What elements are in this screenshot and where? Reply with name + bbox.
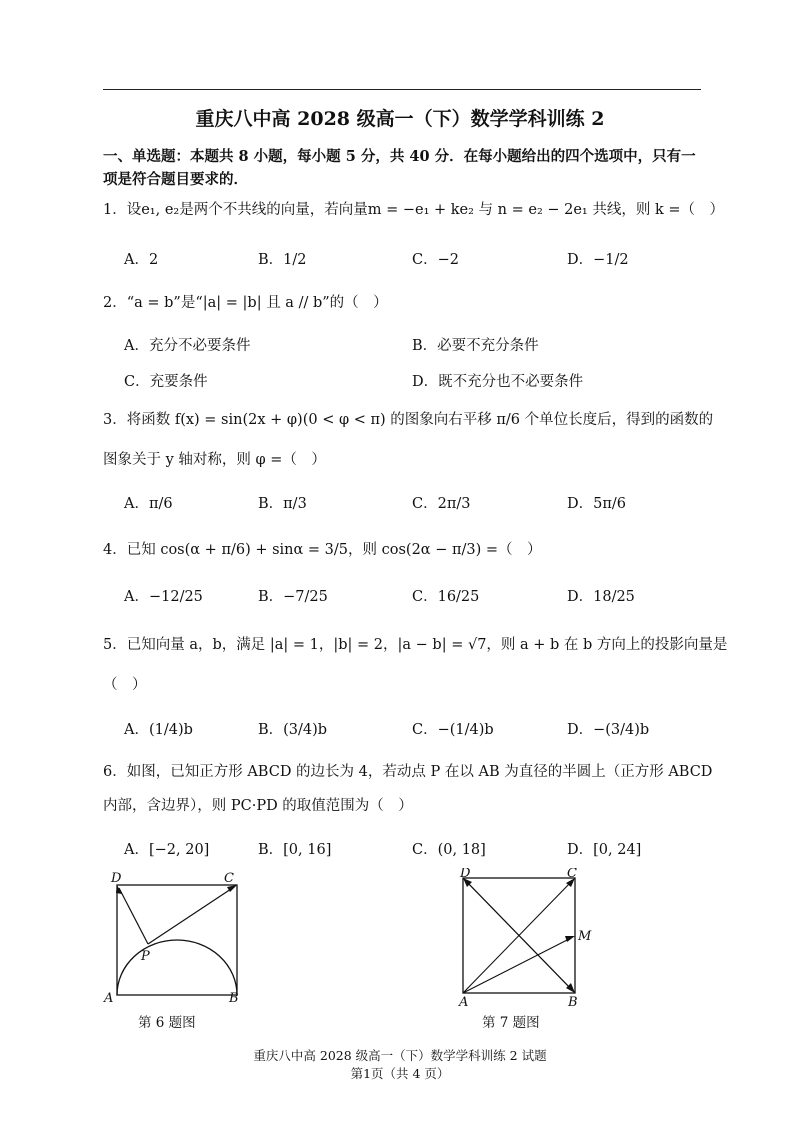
section-heading: 一、单选题：本题共 8 小题，每小题 5 分，共 40 分．在每小题给出的四个选项中，只有一项是符合题目要求的． bbox=[103, 148, 696, 188]
q2-option-b: B．必要不充分条件 bbox=[412, 338, 539, 354]
figure-6-caption: 第 6 题图 bbox=[138, 1015, 196, 1031]
q1-option-c: C．−2 bbox=[412, 252, 459, 268]
question-6-stem-line2: 内部，含边界），则 PC·PD 的取值范围为（ ） bbox=[103, 798, 413, 814]
q5-option-d: D．−(3/4)b bbox=[567, 722, 650, 738]
q1-option-a: A．2 bbox=[124, 252, 159, 268]
q2-option-c: C．充要条件 bbox=[124, 374, 208, 390]
figure-6-arrowhead-d bbox=[116, 885, 122, 894]
q6-option-d: D．[0, 24] bbox=[567, 842, 642, 858]
figure-7 bbox=[450, 868, 600, 1013]
question-5-stem-line1: 5．已知向量 a，b，满足 |a| = 1，|b| = 2，|a − b| = √7，则 a + b 在 b 方向上的投影向量是 bbox=[103, 637, 728, 653]
question-4-stem: 4．已知 cos(α + π/6) + sinα = 3/5，则 cos(2α − π/3) =（ ） bbox=[103, 542, 542, 558]
figure-6-label-d: D bbox=[111, 871, 122, 886]
q3-option-d: D．5π/6 bbox=[567, 496, 626, 512]
figure-7-label-c: C bbox=[567, 868, 577, 881]
figure-6-vector-pc bbox=[148, 887, 234, 944]
figure-6-vector-pd bbox=[119, 888, 148, 944]
figure-6-label-a: A bbox=[104, 991, 114, 1006]
q1-option-b: B．1/2 bbox=[258, 252, 307, 268]
q4-option-c: C．16/25 bbox=[412, 589, 480, 605]
figure-7-label-b: B bbox=[568, 995, 578, 1010]
figure-7-arrowhead-m bbox=[565, 936, 575, 942]
q3-option-b: B．π/3 bbox=[258, 496, 307, 512]
question-2-stem: 2．“a = b”是“|a| = |b| 且 a // b”的（ ） bbox=[103, 295, 388, 311]
q5-option-b: B．(3/4)b bbox=[258, 722, 328, 738]
figure-6-label-b: B bbox=[229, 991, 239, 1006]
question-6-stem-line1: 6．如图，已知正方形 ABCD 的边长为 4，若动点 P 在以 AB 为直径的半圆上（正方形 ABCD bbox=[103, 764, 713, 780]
q5-option-c: C．−(1/4)b bbox=[412, 722, 494, 738]
question-1-stem: 1．设e₁, e₂是两个不共线的向量，若向量m = −e₁ + ke₂ 与 n = e₂ − 2e₁ 共线，则 k =（ ） bbox=[103, 202, 725, 218]
header-rule bbox=[103, 89, 701, 90]
figure-7-label-d: D bbox=[460, 868, 471, 881]
q2-option-a: A．充分不必要条件 bbox=[124, 338, 251, 354]
figure-7-vector-bd bbox=[466, 881, 575, 993]
q4-option-d: D．18/25 bbox=[567, 589, 635, 605]
question-3-stem-line1: 3．将函数 f(x) = sin(2x + φ)(0 < φ < π) 的图象向右平移 π/6 个单位长度后，得到的函数的 bbox=[103, 412, 714, 428]
figure-6-label-p: P bbox=[141, 949, 150, 964]
figure-7-label-m: M bbox=[578, 929, 592, 944]
page-title: 重庆八中高 2028 级高一（下）数学学科训练 2 bbox=[195, 108, 605, 130]
q6-option-b: B．[0, 16] bbox=[258, 842, 332, 858]
figure-6-label-c: C bbox=[224, 871, 234, 886]
figure-6-semicircle bbox=[117, 940, 237, 995]
question-5-stem-line2: （ ） bbox=[103, 677, 147, 693]
footer-page-number: 第1页（共 4 页） bbox=[350, 1066, 450, 1081]
q6-option-c: C．(0, 18] bbox=[412, 842, 486, 858]
figure-7-caption: 第 7 题图 bbox=[482, 1015, 540, 1031]
q3-option-c: C．2π/3 bbox=[412, 496, 471, 512]
question-3-stem-line2: 图象关于 y 轴对称，则 φ =（ ） bbox=[103, 452, 326, 468]
q6-option-a: A．[−2, 20] bbox=[124, 842, 210, 858]
figure-7-vector-am bbox=[463, 938, 571, 993]
q1-option-d: D．−1/2 bbox=[567, 252, 629, 268]
q3-option-a: A．π/6 bbox=[124, 496, 173, 512]
q5-option-a: A．(1/4)b bbox=[124, 722, 193, 738]
q2-option-d: D．既不充分也不必要条件 bbox=[412, 374, 584, 390]
footer-title: 重庆八中高 2028 级高一（下）数学学科训练 2 试题 bbox=[253, 1048, 547, 1063]
figure-7-vector-ac bbox=[463, 881, 572, 993]
q4-option-b: B．−7/25 bbox=[258, 589, 328, 605]
figure-6 bbox=[100, 868, 260, 1013]
figure-7-label-a: A bbox=[459, 995, 469, 1010]
q4-option-a: A．−12/25 bbox=[124, 589, 203, 605]
